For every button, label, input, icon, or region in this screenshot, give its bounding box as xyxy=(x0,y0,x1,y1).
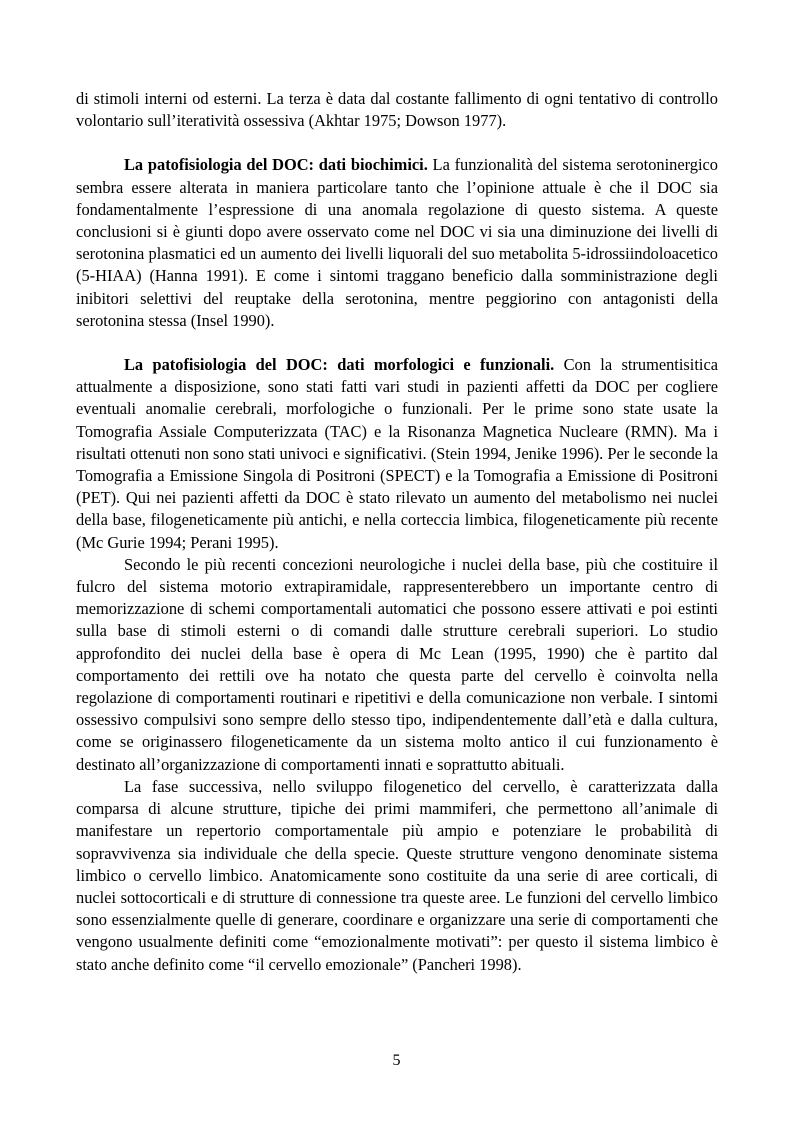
paragraph-gap xyxy=(76,332,718,354)
paragraph-biochemical-data xyxy=(76,154,718,332)
paragraph-limbic-system: La fase successiva, nello sviluppo filogenetico del cervello, è caratterizzata dalla comparsa di alcune strutture, tipiche dei primi mammiferi, che permettono all’animale di manifestare un repertorio comportamentale più ampio e potenziare le probabilità di sopravvivenza sia individuale che della specie. Queste strutture vengono denominate sistema limbico o cervello limbico. Anatomicamente sono costituite da una serie di aree corticali, di nuclei sottocorticali e di strutture di connessione tra queste aree. Le funzioni del cervello limbico sono essenzialmente quelle di generare, coordinare e organizzare una serie di comportamenti che vengono usualmente definiti come “emozionalmente motivati”: per questo il sistema limbico è stato anche definito come “il cervello emozionale” (Pancheri 1998). xyxy=(76,776,718,974)
paragraph-intro-continuation: di stimoli interni od esterni. La terza è data dal costante fallimento di ogni tentativo di controllo volontario sull’iteratività ossessiva (Akhtar 1975; Dowson 1977). xyxy=(76,89,718,131)
paragraph-body: La funzionalità del sistema serotoninergico sembra essere alterata in maniera particolare tanto che l’opinione attuale è che il DOC sia fondamentalmente l’espressione di una anomala regolazione di questo sistema. A queste conclusioni si è giunti dopo avere osservato come nel DOC vi sia una diminuzione dei livelli di serotonina plasmatici ed un aumento dei livelli liquorali del suo metabolita 5-idrossiindoloacetico (5-HIAA) (Hanna 1991). E come i sintomi traggano beneficio dalla somministrazione degli inibitori selettivi del reuptake della serotonina, mentre peggiorino con antagonisti della serotonina stessa (Insel 1990). xyxy=(76,155,718,330)
paragraph-body: Con la strumentisitica attualmente a disposizione, sono stati fatti vari studi in pazienti affetti da DOC per cogliere eventuali anomalie cerebrali, morfologiche o funzionali. Per le prime sono state usate la Tomografia Assiale Computerizzata (TAC) e la Risonanza Magnetica Nucleare (RMN). Ma i risultati ottenuti non sono stati univoci e significativi. (Stein 1994, Jenike 1996). Per le seconde la Tomografia a Emissione Singola di Positroni (SPECT) e la Tomografia a Emissione di Positroni (PET). Qui nei pazienti affetti da DOC è stato rilevato un aumento del metabolismo nei nuclei della base, filogeneticamente più antichi, e nella corteccia limbica, filogeneticamente più recente (Mc Gurie 1994; Perani 1995). xyxy=(76,355,718,552)
section-heading-biochemical: La patofisiologia del DOC: dati biochimici. xyxy=(124,155,428,175)
paragraph-morphological-data xyxy=(76,354,718,554)
page-number: 5 xyxy=(392,1052,401,1069)
document-page xyxy=(76,88,718,976)
paragraph-gap xyxy=(76,132,718,154)
paragraph-basal-ganglia: Secondo le più recenti concezioni neurologiche i nuclei della base, più che costituire il fulcro del sistema motorio extrapiramidale, rappresenterebbero un importante centro di memorizzazione di schemi comportamentali automatici che possono essere attivati e poi estinti sulla base di stimoli esterni o di comandi dalle strutture cerebrali superiori. Lo studio approfondito dei nuclei della base è opera di Mc Lean (1995, 1990) che è partito dal comportamento dei rettili ove ha notato che questa parte del cervello è coinvolta nella regolazione di comportamenti routinari e ripetitivi e della comunicazione non verbale. I sintomi ossessivo compulsivi sono sempre dello stesso tipo, indipendentemente dall’età e dalla cultura, come se originassero filogeneticamente da un sistema molto antico il cui funzionamento è destinato all’organizzazione di comportamenti innati e soprattutto abituali. xyxy=(76,554,718,774)
section-heading-morphological: La patofisiologia del DOC: dati morfologici e funzionali. xyxy=(124,355,555,375)
